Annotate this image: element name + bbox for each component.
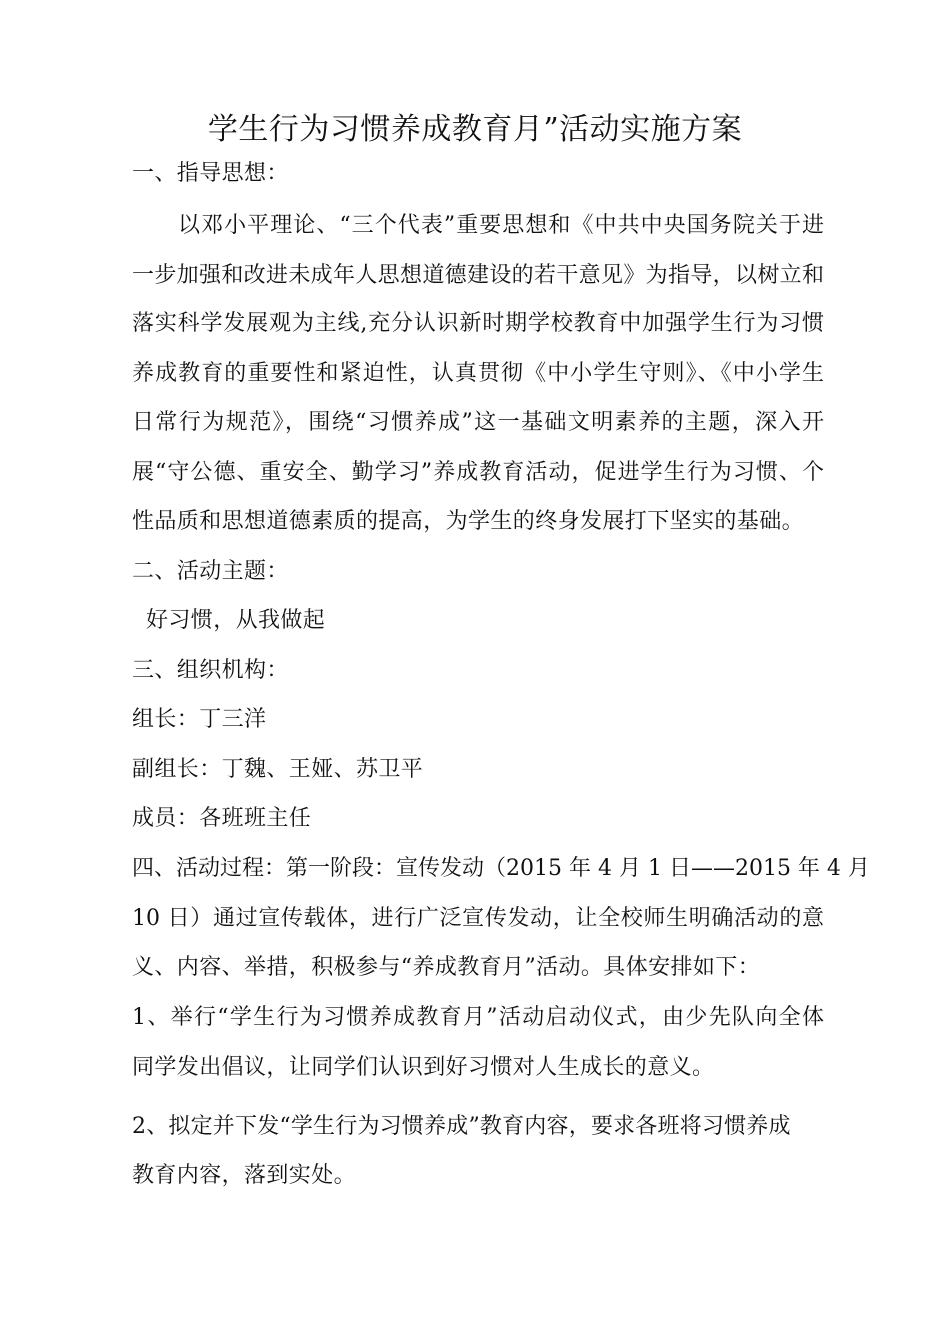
section-heading-guiding-thought: 一、指导思想： xyxy=(132,161,289,186)
section-heading-organization: 三、组织机构： xyxy=(132,658,289,683)
list-item-1: 1、举行“学生行为习惯养成教育月”活动启动仪式，由少先队向全体 xyxy=(132,1005,824,1030)
paragraph-line: 展“守公德、重安全、勤学习”养成教育活动，促进学生行为习惯、个 xyxy=(132,460,824,485)
section-heading-process: 四、活动过程：第一阶段：宣传发动（2015 年 4 月 1 日——2015 年 4 月 xyxy=(132,856,870,881)
paragraph-line: 日常行为规范》，围绕“习惯养成”这一基础文明素养的主题，深入开 xyxy=(132,410,824,435)
paragraph-line: 性品质和思想道德素质的提高，为学生的终身发展打下坚实的基础。 xyxy=(132,509,805,534)
members-line: 成员：各班班主任 xyxy=(132,806,312,831)
leader-line: 组长：丁三洋 xyxy=(132,707,267,732)
document-title: 学生行为习惯养成教育月”活动实施方案 xyxy=(207,112,743,147)
deputy-leader-line: 副组长：丁魏、王娅、苏卫平 xyxy=(132,757,424,782)
list-item-2: 2、拟定并下发“学生行为习惯养成”教育内容，要求各班将习惯养成 xyxy=(132,1114,791,1139)
paragraph-line: 一步加强和改进未成年人思想道德建设的若干意见》为指导，以树立和 xyxy=(132,263,824,288)
paragraph-line: 养成教育的重要性和紧迫性，认真贯彻《中小学生守则》、《中小学生 xyxy=(132,361,824,386)
paragraph-line: 以邓小平理论、“三个代表”重要思想和《中共中央国务院关于进 xyxy=(178,213,824,238)
theme-text: 好习惯，从我做起 xyxy=(146,608,326,633)
list-item-1-continuation: 同学发出倡议，让同学们认识到好习惯对人生成长的意义。 xyxy=(132,1055,715,1080)
paragraph-line: 义、内容、举措，积极参与“养成教育月”活动。具体安排如下： xyxy=(132,955,761,980)
paragraph-line: 落实科学发展观为主线,充分认识新时期学校教育中加强学生行为习惯 xyxy=(132,311,824,336)
list-item-2-continuation: 教育内容，落到实处。 xyxy=(132,1163,357,1188)
paragraph-line: 10 日）通过宣传载体，进行广泛宣传发动，让全校师生明确活动的意 xyxy=(132,906,824,931)
section-heading-theme: 二、活动主题： xyxy=(132,559,289,584)
